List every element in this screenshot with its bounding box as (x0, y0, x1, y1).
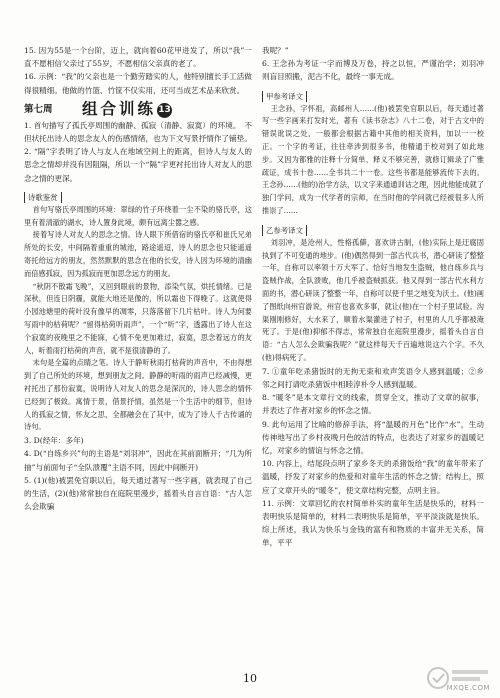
translation-b-tag: 乙参考译文 (262, 225, 307, 236)
answer-1: 1. 首句描写了孤氏亭周围的幽静、孤寂（清静、寂寞）的环境。 不但状托出诗人的思念友人的伤感情绪，也为下文写景抒情作了铺垫。 (24, 120, 252, 144)
top-margin (0, 0, 500, 40)
answer-2: 2. “隔”字表明了诗人与友人在地域空间上的距离，但诗人与友人的思念之情却并没有因阻隔，所以一个“隔”字更衬托出诗人对友人的思念之情的更深。 (24, 147, 252, 183)
appreciation-paragraph-1: 首句写骆氏亭周围的环境：翠绿的竹子环绕着一尘不染的骆氏亭，这里有着清澈的湖水，诗人置身此境，颇有远离尘嚣之感。 (24, 204, 252, 227)
left-column (24, 44, 252, 513)
answer-8: 8. “暖冬”是本文章行文的线索，贯穿全文，推动了文章的叙事，并表达了作者对家乡的怀念之情。 (262, 393, 484, 416)
section-heading (24, 97, 252, 119)
group-title-text: 组合训练 (82, 99, 157, 118)
answer-9: 9. 此句运用了比喻的修辞手法，将“温暖的月色”比作“水”，生动传神地写出了乡村夜晚月色皎洁的特点，也表达了对家乡的温暖记忆，对家乡的情谊与怀念之情。 (262, 419, 484, 455)
appreciation-paragraph-3: “秋阴不散霜飞晚”，又回到眼前的景物，添染气氛，烘托情绪。已是深秋，但连日阴霾，就能大地还是像的，所以霜也下得晚了。这就使得小园池塘里的荷叶没有像早的凋零，只落落留下几片枯叶。诗人为何要写雨中的枯荷呢？“留得枯荷听雨声”，一个“听”字，透露出了诗人在这个寂寞的夜晚里之不能寐，心情不免更加难过，寂寞，思念着远方的友人，听着雨打枯荷的声音，就不是很清静的了。 (24, 281, 252, 355)
poetry-appreciation-tag: 诗歌鉴赏 (24, 192, 62, 203)
answer-4: 4. D(“自练乡兴”句的主语是“刘羽冲”，因此在其前面断开；“几为所抽”与前面句子“全队溃覆”主语不同，因此中间断开) (24, 449, 252, 472)
answer-15: 15. 因为55是一个台阶，迈上，就向着60花甲进发了，所以“我”一直不愿相信父亲过了55岁，不愿相信父亲真的老了。 (24, 46, 252, 69)
translation-b: 刘羽冲，是沧州人，性格孤僻，喜欢讲古制，(他)实际上是迂腐固执到了不可变通的地步。(他)偶然得到一部古代兵书，潜心研读了整整一年，自称可以率领十万大军了。恰好当地发生盗贼，他自练乡兵与盗贼作战，全队溃败，他几乎被盗贼抓获。他又得到一部古代水利方面的书，潜心研读了整整一年，自称可以使千里之地变为沃土。(他)画了图纸向州官游说，州官也喜欢多事，就让(他)在一个村子里试验。沟渠刚刚修好，大水来了，顺着水渠灌进了村子，村里的人几乎都被淹死了。于是(他)抑郁不得志，常常独自在庭院里漫步，摇着头自言自语：“古人怎么会欺骗我呢？”就这样每天千百遍地说这六个字。不久(他)得病死了。 (262, 237, 484, 362)
answer-5-continued: 我呢？” (262, 46, 289, 55)
translation-a: 王念孙，字怀祖，高邮州人……(他)被罢免官职以后，每天通过著写一些字画来打发时光，著有《读书杂志》八十二卷，对于古文中的错误讹误之处，一般都会根据古籍中其他的相关资料，加以一一校正。一个字的考证，往往牵涉到很多书，他精通于校对到了如此地步。又因为都雅的注释十分简单、释义不够完善，就修订辑录了广雅疏证，成书十卷……全书共二十一卷。这些书都是能够流传下去的。王念孙……(他的)治学方法，以文字来通通训诂之理，因此他能成就了独门学问，成为一代学者的宗师，在当时他的学问就已经被很多人所推崇了…… (262, 103, 484, 215)
appreciation-paragraph-4: 末句是全篇的点睛之笔。诗人于静听秋雨打枯荷的声音中，不由得想到了自己所处的环境，想到朋友之间。静静的听雨的雨声已经减慢，更衬托出了那份寂寞，说明诗人对友人的思念是深沉的，诗人思念的情怀已经到了极致。寓情于景，借景抒情，虽然是一个生活中的细节，但诗人的孤寂之情，怀友之思，全都融会在了其中，成为了诗人千古传诵的诗句。 (24, 358, 252, 432)
translation-a-tag: 甲参考译文 (262, 91, 307, 102)
answer-11: 11. 示例：文章回忆的农村简单朴实的童年生活是快乐的，材料一表明快乐是简单的，材料二表明快乐是简单，平平淡淡就是快乐。综上所述，我认为快乐与金钱的富有和物质的丰富并无关系，简单，平平 (262, 498, 484, 548)
page-number: 10 (243, 672, 257, 685)
answer-10: 10. 内容上，结尾段点明了家乡冬天的杀猪饭给“我”的童年带来了温暖，抒发了对家乡的热爱和对童年生活的怀念之情；结构上，照应了文章开头的“暖冬”，使文章结构完整，点明主旨。 (262, 459, 484, 495)
group-title (82, 97, 172, 119)
watermark-text: MXQE.COM (446, 684, 490, 692)
answer-16: 16. 示例：“我”的父亲也是一个勤劳踏实的人，他特别擅长手工活做得很精细。他做的竹篮、竹筐不仅实用，还可当成艺术品来欣赏。 (24, 72, 252, 95)
answer-7: 7. ①童年吃杀猪饭时的无拘无束和欢声笑语令人感到温暖；②乡邻之间打请吃杀猪饭中相睦淳朴令人感到温暖。 (262, 366, 484, 389)
right-column (262, 44, 484, 550)
answer-5: 5. (1)(他)被罢免官职以后，每天通过著写一些字画，就表现了自己的生活，(2)(他)常常独自在庭院里漫步，摇着头自言自语：“古人怎么会欺骗 (24, 475, 252, 512)
week-title: 第七周 (24, 103, 53, 115)
appreciation-paragraph-2: 接着写诗人对友人的思念之情。诗人眼下所借宿的骆氏亭和崔氏兄弟所处的长安，中间隔着重重的城池，路途遥迢，诗人的思念也只能遥遥寄托给远方的朋友，然然默默的思念在他的长安，诗人因为环境的清幽而倍感孤寂，因为孤寂而更加思念远方的朋友。 (24, 230, 252, 278)
answer-6: 6. 王念孙为考证一字而博及万卷，持之以恒，严谨治学；刘羽冲则盲目照搬，泥古不化，最终一事无成。 (262, 59, 484, 82)
answer-3: 3. D(经年：多年) (24, 436, 84, 446)
group-number-badge: 13 (157, 103, 172, 118)
